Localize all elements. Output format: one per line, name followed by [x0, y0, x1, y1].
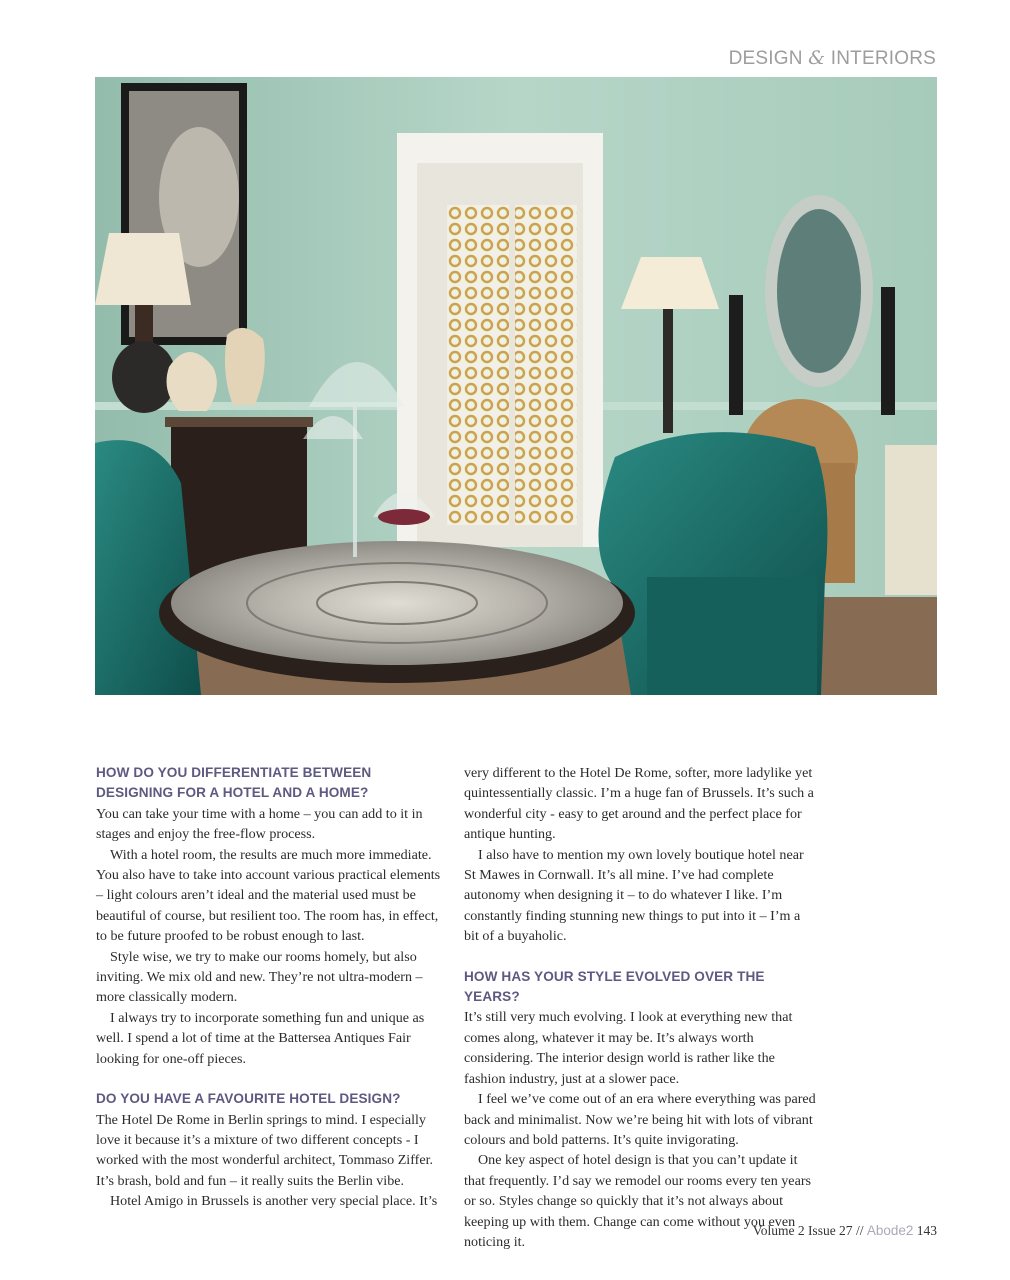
q1-paragraph: Style wise, we try to make our rooms homely, but also inviting. We mix old and new. They’re not ultra-modern – more classically modern.: [96, 948, 423, 1006]
footer-volume: Volume 2 Issue 27: [752, 1223, 853, 1238]
left-column: [96, 763, 448, 1212]
q3-paragraph: One key aspect of hotel design is that you can’t update it that frequently. I’d say we remodel our rooms every ten years or so. Styles change so quickly that it’s not always about keeping up with them. Change can come without you even noticing it.: [464, 1152, 811, 1250]
section-label-ampersand: &: [808, 47, 826, 69]
continued-paragraph: I also have to mention my own lovely boutique hotel near St Mawes in Cornwall. It’s all mine. I’ve had complete autonomy when designing it – to do whatever I like. I’m constantly finding stunning new things to put into it – I’m a bit of a buyaholic.: [464, 846, 804, 945]
q2-paragraph: Hotel Amigo in Brussels is another very special place. It’s: [110, 1193, 438, 1210]
q2-heading: DO YOU HAVE A FAVOURITE HOTEL DESIGN?: [96, 1091, 401, 1107]
footer-page-number: 143: [913, 1223, 937, 1238]
q1-heading: HOW DO YOU DIFFERENTIATE BETWEEN DESIGNING FOR A HOTEL AND A HOME?: [96, 765, 372, 801]
q1-paragraph: You can take your time with a home – you can add to it in stages and enjoy the free-flow process.: [96, 805, 423, 843]
q2-paragraph: The Hotel De Rome in Berlin springs to mind. I especially love it because it’s a mixture of two different concepts - I worked with the most wonderful architect, Tommaso Ziffer. It’s brash, bold and fun – it really suits the Berlin vibe.: [96, 1111, 434, 1189]
interior-photo-illustration: [95, 77, 937, 695]
footer-separator: //: [852, 1223, 867, 1238]
page-footer: [753, 1223, 937, 1239]
q1-paragraph: With a hotel room, the results are much more immediate. You also have to take into account various practical elements – light colours aren’t ideal and the material used must be beautiful of course, but resilient too. The room has, in effect, to be future proofed to be robust enough to last.: [96, 846, 441, 945]
continued-paragraph: very different to the Hotel De Rome, softer, more ladylike yet quintessentially classic. I’m a huge fan of Brussels. It’s such a wonderful city - easy to get around and the perfect place for antique hunting.: [464, 765, 814, 843]
right-column: [464, 763, 816, 1252]
section-label-part1: DESIGN: [728, 48, 809, 69]
q3-heading: HOW HAS YOUR STYLE EVOLVED OVER THE YEARS?: [464, 968, 765, 1005]
section-label-part2: INTERIORS: [825, 48, 936, 69]
q3-paragraph: I feel we’ve come out of an era where everything was pared back and minimalist. Now we’re being hit with lots of vibrant colours and bold patterns. It’s quite invigorating.: [464, 1091, 816, 1148]
q3-paragraph: It’s still very much evolving. I look at everything new that comes along, whatever it may be. It’s always worth considering. The interior design world is rather like the fashion industry, just at a slower pace.: [464, 1009, 793, 1087]
section-label: [729, 47, 936, 70]
interior-photo: [95, 77, 937, 695]
q1-paragraph: I always try to incorporate something fun and unique as well. I spend a lot of time at the Battersea Antiques Fair looking for one-off pieces.: [96, 1009, 425, 1067]
footer-brand: Abode2: [866, 1223, 914, 1238]
